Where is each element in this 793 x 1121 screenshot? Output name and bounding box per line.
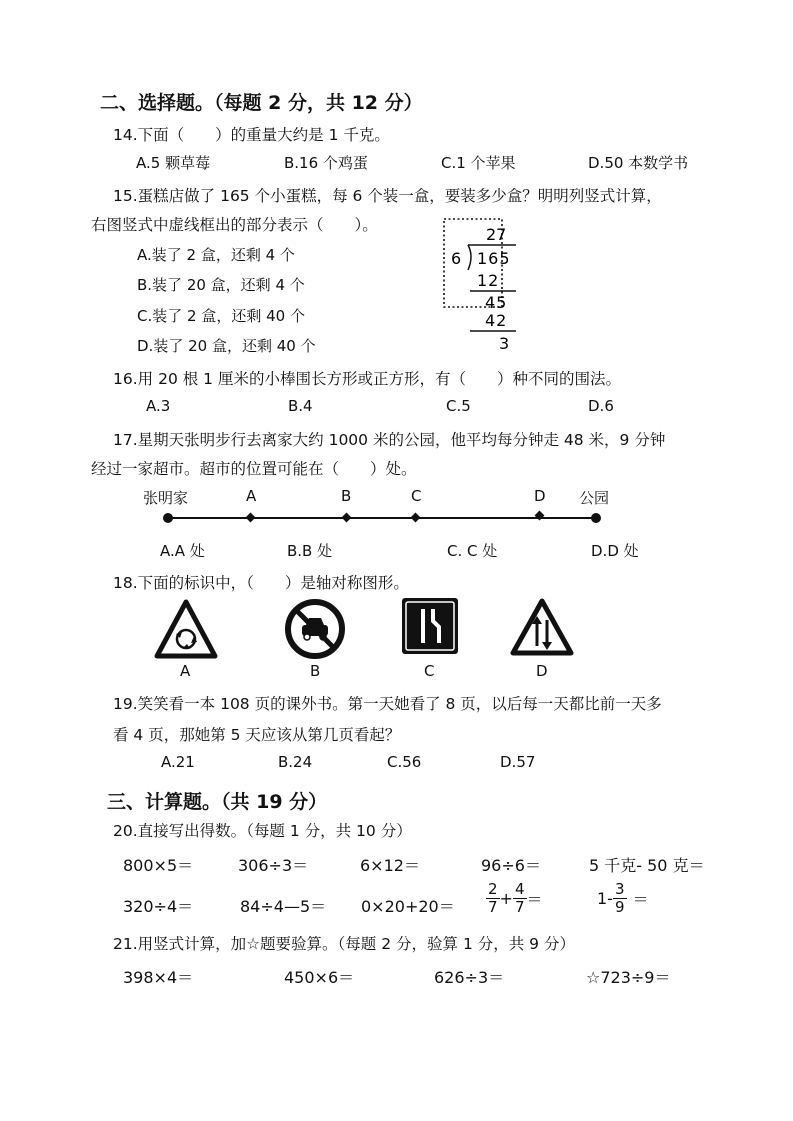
- q15-option-c: C.装了 2 盒，还剩 40 个: [137, 307, 305, 325]
- question-17-line-1: 17.星期天张明步行去离家大约 1000 米的公园，他平均每分钟走 48 米，9 分钟: [113, 431, 666, 449]
- home-point: [163, 513, 173, 523]
- fraction-4-7: $\frac{4}{7}$: [514, 880, 525, 916]
- calc-20-8: 0×20+20＝: [361, 897, 455, 916]
- q16-option-b: B.4: [288, 397, 313, 415]
- line-label-b: B: [341, 487, 352, 505]
- q19-option-a: A.21: [161, 753, 195, 771]
- calc-20-10-fraction-diff: 1- $\frac{3}{9}$ ＝: [597, 880, 649, 916]
- line-label-a: A: [246, 487, 257, 505]
- q14-option-a: A.5 颗草莓: [136, 154, 211, 172]
- remainder: 3: [499, 334, 510, 353]
- dividend: 165: [477, 249, 511, 268]
- line-label-c: C: [411, 487, 422, 505]
- sign-c-label: C: [424, 662, 435, 680]
- q15-option-b: B.装了 20 盒，还剩 4 个: [137, 276, 305, 294]
- park-point: [591, 513, 601, 523]
- q14-option-d: D.50 本数学书: [588, 154, 689, 172]
- calc-20-1: 800×5＝: [123, 856, 194, 875]
- q16-option-d: D.6: [588, 397, 614, 415]
- q19-option-d: D.57: [500, 753, 536, 771]
- question-15-line-1: 15.蛋糕店做了 165 个小蛋糕，每 6 个装一盒，要装多少盒？明明列竖式计算，: [113, 187, 662, 205]
- calc-20-3: 6×12＝: [360, 856, 420, 875]
- section-3-heading: 三、计算题。（共 19 分）: [107, 791, 328, 813]
- calc-21-3: 626÷3＝: [434, 968, 505, 987]
- calc-20-9-fraction-sum: $\frac{2}{7}$ + $\frac{4}{7}$ ＝: [488, 880, 543, 916]
- quotient: 27: [486, 225, 507, 244]
- long-division-diagram: [440, 216, 530, 356]
- question-19-line-1: 19.笑笑看一本 108 页的课外书。第一天她看了 8 页，以后每一天都比前一天多: [113, 695, 662, 713]
- calc-21-2: 450×6＝: [284, 968, 355, 987]
- calc-20-2: 306÷3＝: [238, 856, 309, 875]
- question-16-text: 16.用 20 根 1 厘米的小棒围长方形或正方形，有（ ）种不同的围法。: [113, 370, 621, 388]
- divisor: 6: [451, 249, 462, 268]
- subtract-step-3: 42: [485, 311, 508, 330]
- section-2-heading: 二、选择题。（每题 2 分，共 12 分）: [100, 92, 423, 114]
- sign-d-label: D: [536, 662, 548, 680]
- question-18-text: 18.下面的标识中，（ ）是轴对称图形。: [113, 574, 409, 592]
- q19-option-c: C.56: [387, 753, 422, 771]
- point-c: [411, 513, 421, 523]
- calc-20-7: 84÷4—5＝: [240, 897, 327, 916]
- point-a: [246, 513, 256, 523]
- fraction-2-7: $\frac{2}{7}$: [488, 880, 498, 916]
- q19-option-b: B.24: [278, 753, 313, 771]
- point-b: [342, 513, 352, 523]
- calc-20-4: 96÷6＝: [481, 856, 541, 875]
- question-21-text: 21.用竖式计算，加☆题要验算。（每题 2 分，验算 1 分，共 9 分）: [113, 935, 575, 953]
- question-19-line-2: 看 4 页，那她第 5 天应该从第几页看起？: [113, 726, 401, 744]
- question-17-line-2: 经过一家超市。超市的位置可能在（ ）处。: [91, 460, 417, 478]
- line-label-d: D: [534, 487, 546, 505]
- q17-option-a: A.A 处: [160, 542, 205, 560]
- q16-option-c: C.5: [446, 397, 471, 415]
- subtract-step-2: 45: [485, 293, 508, 312]
- q17-option-c: C. C 处: [447, 542, 498, 560]
- q14-option-b: B.16 个鸡蛋: [284, 154, 368, 172]
- subtract-step-1: 12: [477, 271, 500, 290]
- sign-d-two-way-triangle-icon: [510, 598, 574, 658]
- calc-20-5: 5 千克- 50 克＝: [589, 856, 705, 875]
- line-label-start: 张明家: [143, 489, 189, 507]
- calc-21-4: ☆723÷9＝: [586, 968, 671, 987]
- q16-option-a: A.3: [146, 397, 171, 415]
- q14-option-c: C.1 个苹果: [441, 154, 516, 172]
- question-20-text: 20.直接写出得数。（每题 1 分，共 10 分）: [113, 822, 412, 840]
- q15-option-a: A.装了 2 盒，还剩 4 个: [137, 246, 295, 264]
- line-label-end: 公园: [579, 489, 610, 507]
- calc-20-6: 320÷4＝: [123, 897, 194, 916]
- q17-option-b: B.B 处: [287, 542, 333, 560]
- q17-option-d: D.D 处: [591, 542, 639, 560]
- sign-a-label: A: [180, 662, 191, 680]
- sign-c-road-narrows-icon: [401, 597, 459, 655]
- fraction-3-9: $\frac{3}{9}$: [614, 880, 625, 916]
- number-line: [160, 508, 606, 528]
- calc-21-1: 398×4＝: [123, 968, 194, 987]
- sign-b-label: B: [310, 662, 321, 680]
- question-15-line-2: 右图竖式中虚线框出的部分表示（ ）。: [91, 216, 378, 234]
- q15-option-d: D.装了 20 盒，还剩 40 个: [137, 337, 316, 355]
- sign-a-roundabout-triangle-icon: [154, 599, 218, 661]
- question-14-text: 14.下面（ ）的重量大约是 1 千克。: [113, 126, 390, 144]
- sign-b-no-car-icon: [284, 598, 346, 660]
